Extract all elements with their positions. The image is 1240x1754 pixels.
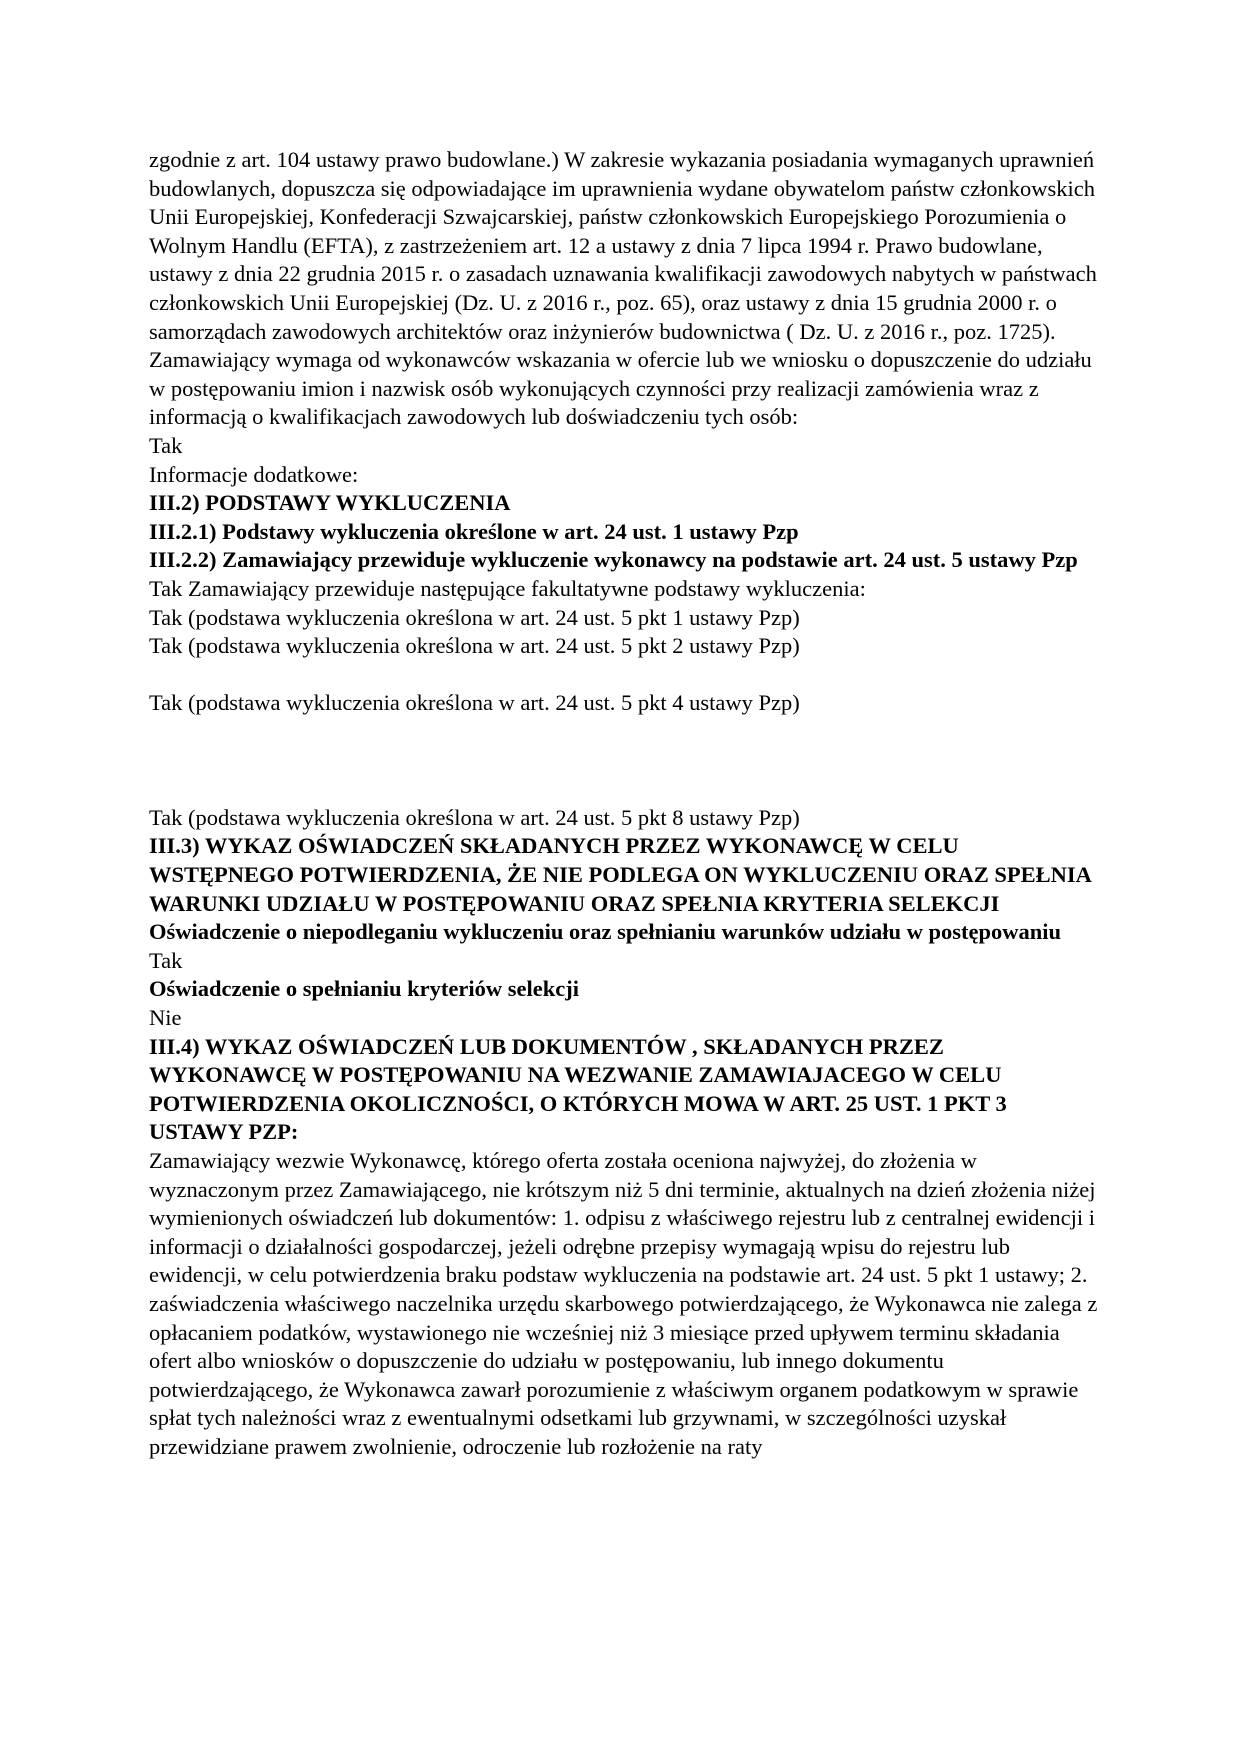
- spacer: [149, 661, 1099, 690]
- exclusion-pkt8: Tak (podstawa wykluczenia określona w art. 24 ust. 5 pkt 8 ustawy Pzp): [149, 804, 800, 830]
- paragraph-wezwanie: Zamawiający wezwie Wykonawcę, którego oferta została oceniona najwyżej, do złożenia w wyznaczonym przez Zamawiającego, nie krótszym niż 5 dni terminie, aktualnych na dzień złożenia niżej wymienionych oświadczeń lub dokumentów: 1. odpisu z właściwego rejestru lub z centralnej ewidencji i informacji o działalności gospodarczej, jeżeli odrębne przepisy wymagają wpisu do rejestru lub ewidencji, w celu potwierdzenia braku podstaw wykluczenia na podstawie art. 24 ust. 5 pkt 1 ustawy; 2. zaświadczenia właściwego naczelnika urzędu skarbowego potwierdzającego, że Wykonawca nie zalega z opłacaniem podatków, wystawionego nie wcześniej niż 3 miesiące przed upływem terminu składania ofert albo wniosków o dopuszczenie do udziału w postępowaniu, lub innego dokumentu potwierdzającego, że Wykonawca zawarł porozumienie z właściwym organem podatkowym w sprawie spłat tych należności wraz z ewentualnymi odsetkami lub grzywnami, w szczególności uzyskał przewidziane prawem zwolnienie, odroczenie lub rozłożenie na raty: [149, 1148, 1098, 1459]
- heading-iii-4: III.4) WYKAZ OŚWIADCZEŃ LUB DOKUMENTÓW , SKŁADANYCH PRZEZ WYKONAWCĘ W POSTĘPOWANIU NA WEZWANIE ZAMAWIAJACEGO W CELU POTWIERDZENIA OKOLICZNOŚCI, O KTÓRYCH MOWA W ART. 25 UST. 1 PKT 3 USTAWY PZP:: [149, 1033, 1007, 1145]
- heading-iii-2-2: [149, 546, 1099, 603]
- exclusion-pkt2: Tak (podstawa wykluczenia określona w art. 24 ust. 5 pkt 2 ustawy Pzp): [149, 633, 800, 659]
- exclusion-pkt1: Tak (podstawa wykluczenia określona w art. 24 ust. 5 pkt 1 ustawy Pzp): [149, 604, 800, 630]
- heading-iii-2-1: III.2.1) Podstawy wykluczenia określone w art. 24 ust. 1 ustawy Pzp: [149, 518, 799, 544]
- label-informacje-dodatkowe: Informacje dodatkowe:: [149, 461, 359, 487]
- heading-iii-2-2-bold: III.2.2) Zamawiający przewiduje wykluczenie wykonawcy na podstawie art. 24 ust. 5 ustawy Pzp: [149, 547, 1078, 573]
- answer-tak: Tak: [149, 432, 183, 458]
- heading-iii-2: III.2) PODSTAWY WYKLUCZENIA: [149, 490, 511, 516]
- exclusion-pkt4: Tak (podstawa wykluczenia określona w art. 24 ust. 5 pkt 4 ustawy Pzp): [149, 690, 800, 716]
- paragraph-wymaga: Zamawiający wymaga od wykonawców wskazania w ofercie lub we wniosku o dopuszczenie do udziału w postępowaniu imion i nazwisk osób wykonujących czynności przy realizacji zamówienia wraz z informacją o kwalifikacjach zawodowych lub doświadczeniu tych osób:: [149, 347, 1092, 430]
- answer-selekcja: Nie: [149, 1005, 182, 1031]
- answer-wykluczenie: Tak: [149, 947, 183, 973]
- paragraph-uprawnienia: zgodnie z art. 104 ustawy prawo budowlane.) W zakresie wykazania posiadania wymaganych uprawnień budowlanych, dopuszcza się odpowiadające im uprawnienia wydane obywatelom państw członkowskich Unii Europejskiej, Konfederacji Szwajcarskiej, państw członkowskich Europejskiego Porozumienia o Wolnym Handlu (EFTA), z zastrzeżeniem art. 12 a ustawy z dnia 7 lipca 1994 r. Prawo budowlane, ustawy z dnia 22 grudnia 2015 r. o zasadach uznawania kwalifikacji zawodowych nabytych w państwach członkowskich Unii Europejskiej (Dz. U. z 2016 r., poz. 65), oraz ustawy z dnia 15 grudnia 2000 r. o samorządach zawodowych architektów oraz inżynierów budownictwa ( Dz. U. z 2016 r., poz. 1725).: [149, 147, 1097, 344]
- document-page: [149, 146, 1099, 1462]
- heading-iii-2-2-rest: Tak Zamawiający przewiduje następujące fakultatywne podstawy wykluczenia:: [149, 575, 866, 601]
- heading-oswiadczenie-wykluczenie: Oświadczenie o niepodleganiu wykluczeniu oraz spełnianiu warunków udziału w postępowaniu: [149, 919, 1062, 945]
- heading-oswiadczenie-selekcja: Oświadczenie o spełnianiu kryteriów selekcji: [149, 976, 579, 1002]
- spacer: [149, 718, 1099, 804]
- heading-iii-3: III.3) WYKAZ OŚWIADCZEŃ SKŁADANYCH PRZEZ WYKONAWCĘ W CELU WSTĘPNEGO POTWIERDZENIA, ŻE NIE PODLEGA ON WYKLUCZENIU ORAZ SPEŁNIA WARUNKI UDZIAŁU W POSTĘPOWANIU ORAZ SPEŁNIA KRYTERIA SELEKCJI: [149, 833, 1091, 916]
